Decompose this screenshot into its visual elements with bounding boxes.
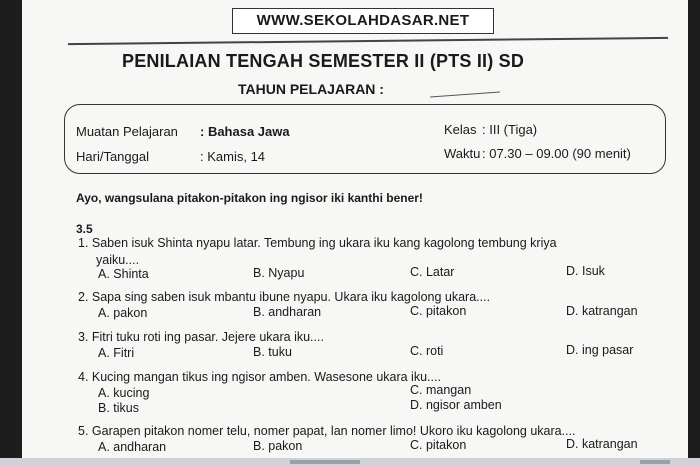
question-4-option-b: B. tikus <box>98 401 139 415</box>
exam-info-box <box>64 104 666 174</box>
exam-title: PENILAIAN TENGAH SEMESTER II (PTS II) SD <box>122 51 525 71</box>
subject-label: Muatan Pelajaran <box>76 124 178 139</box>
question-2-option-c: C. pitakon <box>410 304 467 318</box>
question-1-option-a: A. Shinta <box>98 267 149 281</box>
question-1-text-cont: yaiku.... <box>96 253 140 267</box>
question-1-option-b: B. Nyapu <box>253 266 305 280</box>
zoom-indicator <box>640 460 670 464</box>
question-4-option-c: C. mangan <box>410 383 472 397</box>
instruction-text: Ayo, wangsulana pitakon-pitakon ing ngisor iki kanthi bener! <box>76 191 423 205</box>
question-5-option-b: B. pakon <box>253 439 303 453</box>
question-3-option-d: D. ing pasar <box>566 343 634 357</box>
class-value: : III (Tiga) <box>482 122 538 137</box>
scroll-thumb[interactable] <box>290 460 360 464</box>
day-label: Hari/Tanggal <box>76 149 149 164</box>
question-3-text: 3. Fitri tuku roti ing pasar. Jejere ukara iku.... <box>78 330 324 344</box>
viewer-status-bar <box>0 458 700 466</box>
question-2-text: 2. Sapa sing saben isuk mbantu ibune nyapu. Ukara iku kagolong ukara.... <box>78 290 491 304</box>
subject-value: : Bahasa Jawa <box>200 124 290 139</box>
day-value: : Kamis, 14 <box>200 149 266 164</box>
question-5-option-d: D. katrangan <box>566 437 638 451</box>
question-5-option-c: C. pitakon <box>410 438 467 452</box>
viewer-frame-right <box>688 0 700 466</box>
question-1-text: 1. Saben isuk Shinta nyapu latar. Tembung ing ukara iku kang kagolong tembung kriya <box>78 236 557 250</box>
question-1-option-c: C. Latar <box>410 265 455 279</box>
section-number: 3.5 <box>76 222 93 236</box>
question-4-option-a: A. kucing <box>98 386 150 400</box>
question-4-text: 4. Kucing mangan tikus ing ngisor amben. Wasesone ukara iku.... <box>78 370 441 384</box>
question-3-option-c: C. roti <box>410 344 444 358</box>
time-label: Waktu <box>444 146 481 161</box>
question-3-option-a: A. Fitri <box>98 346 135 360</box>
question-2-option-b: B. andharan <box>253 305 322 319</box>
question-5-text: 5. Garapen pitakon nomer telu, nomer papat, lan nomer limo! Ukoro iku kagolong ukara.... <box>78 424 576 438</box>
question-1-option-d: D. Isuk <box>566 264 605 278</box>
viewer-frame-left <box>0 0 22 466</box>
class-label: Kelas <box>444 122 477 137</box>
academic-year-label: TAHUN PELAJARAN : <box>238 81 384 97</box>
question-5-option-a: A. andharan <box>98 440 167 454</box>
website-banner: WWW.SEKOLAHDASAR.NET <box>232 8 494 34</box>
question-2-option-a: A. pakon <box>98 306 148 320</box>
question-3-option-b: B. tuku <box>253 345 292 359</box>
question-2-option-d: D. katrangan <box>566 304 638 318</box>
question-4-option-d: D. ngisor amben <box>410 398 502 412</box>
time-value: : 07.30 – 09.00 (90 menit) <box>482 146 631 161</box>
